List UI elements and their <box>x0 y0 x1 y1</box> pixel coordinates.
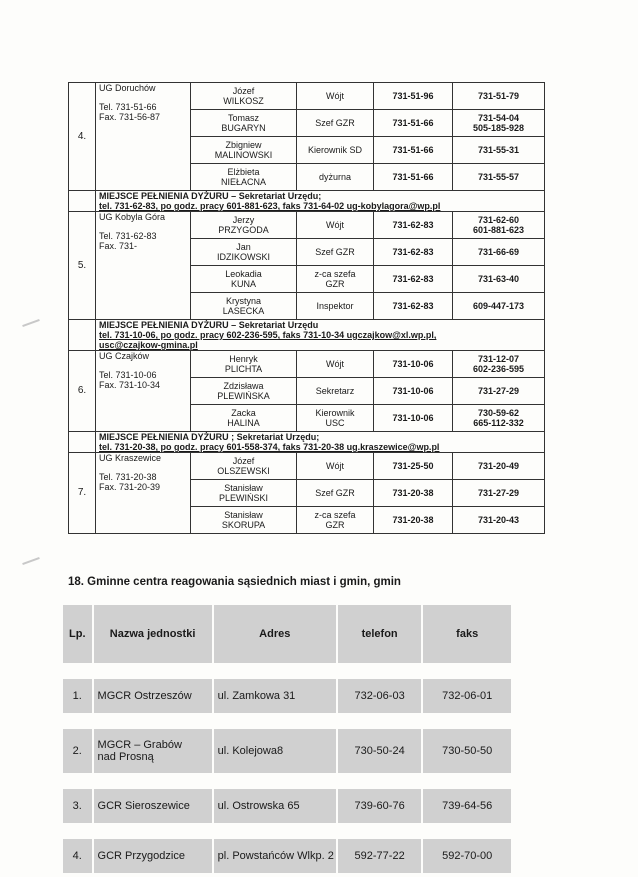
phone: 592-77-22 <box>337 838 423 874</box>
duty-line: tel. 731-20-38, po godz. pracy 601-558-374, faks 731-20-38 ug.kraszewice@wp.pl <box>99 442 440 452</box>
table-row <box>62 838 512 874</box>
cell-line: Szef GZR <box>315 488 355 498</box>
cell-line: z-ca szefa <box>314 269 356 279</box>
cell-line: Wójt <box>326 91 344 101</box>
table-row <box>62 678 512 714</box>
person-role <box>297 266 374 293</box>
direct-phone <box>453 351 545 378</box>
direct-phone <box>453 83 545 110</box>
cell-line: WILKOSZ <box>223 96 264 106</box>
fax: 739-64-56 <box>422 788 512 824</box>
unit-phone: Tel. 731-51-66 <box>99 102 157 112</box>
cell-line: Wójt <box>326 359 344 369</box>
unit-phone: Tel. 731-62-83 <box>99 231 157 241</box>
cell-line: USC <box>325 418 345 428</box>
duty-line: MIEJSCE PEŁNIENIA DYŻURU ; Sekretariat Urzędu; <box>99 432 320 442</box>
cell-line: Sekretarz <box>315 386 355 396</box>
cell-line: SKORUPA <box>221 520 266 530</box>
cell-line: 601-881-623 <box>472 225 525 235</box>
person-name <box>191 480 297 507</box>
cell-line: 665-112-332 <box>473 418 524 428</box>
row-number: 1. <box>62 678 93 714</box>
address: ul. Ostrowska 65 <box>213 788 337 824</box>
section-heading: 18. Gminne centra reagowania sąsiednich miast i gmin, gmin <box>68 576 401 588</box>
person-role <box>297 351 374 378</box>
spacer-row <box>62 664 512 678</box>
person-name <box>191 405 297 432</box>
cell-line: Zacka <box>231 408 256 418</box>
cell-line: MGCR – Grabów <box>97 739 182 751</box>
row-number: 6. <box>69 351 96 432</box>
direct-phone <box>453 480 545 507</box>
person-name <box>191 212 297 239</box>
spacer-row <box>62 774 512 788</box>
scan-mark-bottom <box>22 557 40 565</box>
row-number: 2. <box>62 728 93 774</box>
header-fax: faks <box>422 604 512 664</box>
office-phone: 731-51-96 <box>374 83 453 110</box>
unit-fax: Fax. 731-56-87 <box>99 112 161 122</box>
cell-line: 731-51-79 <box>477 91 520 101</box>
header-address: Adres <box>213 604 337 664</box>
table-row <box>62 788 512 824</box>
cell-line: HALINA <box>227 418 260 428</box>
person-name <box>191 266 297 293</box>
cell-line: Kierownik SD <box>307 145 363 155</box>
cell-line: GZR <box>325 520 345 530</box>
address: ul. Zamkowa 31 <box>213 678 337 714</box>
address: ul. Kolejowa8 <box>213 728 337 774</box>
unit-info <box>96 453 191 534</box>
row-number: 7. <box>69 453 96 534</box>
upper-contact-table <box>68 82 545 534</box>
empty-cell <box>69 432 96 453</box>
cell-line: 731-54-04 <box>477 113 520 123</box>
cell-line: 730-59-62 <box>477 408 520 418</box>
person-role <box>297 83 374 110</box>
person-name <box>191 293 297 320</box>
spacer-cell <box>62 664 512 678</box>
direct-phone <box>453 293 545 320</box>
cell-line: Zbigniew <box>225 140 262 150</box>
cell-line: 731-55-31 <box>477 145 520 155</box>
unit-info <box>96 212 191 320</box>
cell-line: 505-185-928 <box>472 123 525 133</box>
cell-line: 609-447-173 <box>472 301 525 311</box>
cell-line: 731-27-29 <box>477 386 520 396</box>
office-phone: 731-62-83 <box>374 293 453 320</box>
person-name <box>191 110 297 137</box>
office-phone: 731-10-06 <box>374 378 453 405</box>
cell-line: BUGARYN <box>221 123 266 133</box>
cell-line: Krystyna <box>225 296 261 306</box>
unit-fax: Fax. 731-10-34 <box>99 380 161 390</box>
table-row <box>62 728 512 774</box>
cell-line: 731-27-29 <box>477 488 520 498</box>
duty-info <box>96 432 545 453</box>
cell-line: IDZIKOWSKI <box>216 252 270 262</box>
phone: 730-50-24 <box>337 728 423 774</box>
empty-cell <box>69 320 96 351</box>
cell-line: Inspektor <box>316 301 354 311</box>
cell-line: 602-236-595 <box>472 364 525 374</box>
unit-name <box>93 788 213 824</box>
unit-fax: Fax. 731-20-39 <box>99 482 161 492</box>
cell-line: Henryk <box>229 354 258 364</box>
fax: 730-50-50 <box>422 728 512 774</box>
direct-phone <box>453 212 545 239</box>
spacer-cell <box>62 824 512 838</box>
cell-line: OLSZEWSKI <box>217 466 270 476</box>
person-row <box>69 453 545 480</box>
cell-line: Zdzisława <box>223 381 264 391</box>
phone: 732-06-03 <box>337 678 423 714</box>
unit-name: UG Kraszewice <box>99 453 162 463</box>
office-phone: 731-51-66 <box>374 137 453 164</box>
unit-name <box>93 678 213 714</box>
cell-line: Szef GZR <box>315 118 355 128</box>
person-row <box>69 83 545 110</box>
spacer-cell <box>62 714 512 728</box>
phone: 739-60-76 <box>337 788 423 824</box>
cell-line: 731-12-07 <box>477 354 520 364</box>
person-name <box>191 83 297 110</box>
direct-phone <box>453 266 545 293</box>
cell-line: dyżurna <box>318 172 352 182</box>
cell-line: Stanisław <box>224 483 263 493</box>
duty-info-row <box>69 432 545 453</box>
person-role <box>297 453 374 480</box>
cell-line: Tomasz <box>227 113 259 123</box>
cell-line: 731-63-40 <box>477 274 520 284</box>
cell-line: 731-62-60 <box>477 215 520 225</box>
duty-line: MIEJSCE PEŁNIENIA DYŻURU – Sekretariat Urzędu; <box>99 191 322 201</box>
spacer-row <box>62 824 512 838</box>
duty-line: tel. 731-62-83, po godz. pracy 601-881-623, faks 731-64-02 ug-kobylagora@wp.pl <box>99 201 441 211</box>
cell-line: Stanisław <box>224 510 263 520</box>
unit-phone: Tel. 731-10-06 <box>99 370 157 380</box>
duty-info-row <box>69 320 545 351</box>
person-row <box>69 351 545 378</box>
response-centres-table <box>61 603 513 875</box>
cell-line: nad Prosną <box>97 751 154 763</box>
person-name <box>191 351 297 378</box>
person-name <box>191 164 297 191</box>
scan-mark-top <box>22 319 40 327</box>
fax: 732-06-01 <box>422 678 512 714</box>
direct-phone <box>453 507 545 534</box>
duty-info <box>96 320 545 351</box>
cell-line: Leokadia <box>225 269 262 279</box>
cell-line: Józef <box>232 86 255 96</box>
empty-cell <box>69 191 96 212</box>
cell-line: Wójt <box>326 220 344 230</box>
cell-line: Józef <box>232 456 255 466</box>
cell-line: MGCR Ostrzeszów <box>97 690 192 702</box>
cell-line: PRZYGODA <box>218 225 269 235</box>
cell-line: z-ca szefa <box>314 510 356 520</box>
direct-phone <box>453 239 545 266</box>
cell-line: MALINOWSKI <box>214 150 273 160</box>
person-role <box>297 378 374 405</box>
unit-name <box>93 838 213 874</box>
office-phone: 731-10-06 <box>374 351 453 378</box>
person-role <box>297 405 374 432</box>
cell-line: Kierownik <box>315 408 355 418</box>
person-role <box>297 293 374 320</box>
unit-info <box>96 83 191 191</box>
row-number: 4. <box>62 838 93 874</box>
person-role <box>297 507 374 534</box>
person-name <box>191 507 297 534</box>
unit-name: UG Czajków <box>99 351 150 361</box>
person-name <box>191 137 297 164</box>
cell-line: Wójt <box>326 461 344 471</box>
office-phone: 731-62-83 <box>374 266 453 293</box>
office-phone: 731-25-50 <box>374 453 453 480</box>
person-row <box>69 212 545 239</box>
office-phone: 731-51-66 <box>374 110 453 137</box>
unit-phone: Tel. 731-20-38 <box>99 472 157 482</box>
header-unit-name: Nazwa jednostki <box>93 604 213 664</box>
cell-line: PLEWIŃSKI <box>218 493 268 503</box>
cell-line: 731-55-57 <box>477 172 520 182</box>
cell-line: 731-20-49 <box>477 461 520 471</box>
cell-line: 731-20-43 <box>477 515 520 525</box>
row-number: 3. <box>62 788 93 824</box>
direct-phone <box>453 378 545 405</box>
office-phone: 731-51-66 <box>374 164 453 191</box>
person-role <box>297 239 374 266</box>
office-phone: 731-62-83 <box>374 239 453 266</box>
direct-phone <box>453 137 545 164</box>
spacer-row <box>62 714 512 728</box>
cell-line: PLEWIŃSKA <box>217 391 270 401</box>
cell-line: PLICHTA <box>224 364 263 374</box>
person-role <box>297 480 374 507</box>
unit-name: UG Kobyla Góra <box>99 212 166 222</box>
direct-phone <box>453 405 545 432</box>
spacer-cell <box>62 774 512 788</box>
duty-info-row <box>69 191 545 212</box>
unit-fax: Fax. 731- <box>99 241 138 251</box>
duty-line: usc@czajkow-gmina.pl <box>99 340 198 350</box>
person-name <box>191 378 297 405</box>
cell-line: Szef GZR <box>315 247 355 257</box>
row-number: 4. <box>69 83 96 191</box>
cell-line: LASECKA <box>222 306 265 316</box>
cell-line: KUNA <box>230 279 256 289</box>
fax: 592-70-00 <box>422 838 512 874</box>
person-name <box>191 453 297 480</box>
unit-info <box>96 351 191 432</box>
cell-line: Jerzy <box>232 215 255 225</box>
cell-line: NIEŁACNA <box>220 177 266 187</box>
office-phone: 731-20-38 <box>374 507 453 534</box>
person-role <box>297 110 374 137</box>
duty-info <box>96 191 545 212</box>
direct-phone <box>453 453 545 480</box>
row-number: 5. <box>69 212 96 320</box>
header-phone: telefon <box>337 604 423 664</box>
address: pl. Powstańców Wlkp. 2 <box>213 838 337 874</box>
person-name <box>191 239 297 266</box>
office-phone: 731-10-06 <box>374 405 453 432</box>
cell-line: GCR Sieroszewice <box>97 800 190 812</box>
person-role <box>297 137 374 164</box>
header-lp: Lp. <box>62 604 93 664</box>
duty-line: MIEJSCE PEŁNIENIA DYŻURU – Sekretariat Urzędu <box>99 320 319 330</box>
unit-name <box>93 728 213 774</box>
cell-line: Jan <box>236 242 251 252</box>
cell-line: GCR Przygodzice <box>97 850 185 862</box>
unit-name: UG Doruchów <box>99 83 156 93</box>
person-role <box>297 212 374 239</box>
cell-line: Elżbieta <box>227 167 260 177</box>
cell-line: 731-66-69 <box>477 247 520 257</box>
office-phone: 731-20-38 <box>374 480 453 507</box>
direct-phone <box>453 164 545 191</box>
duty-line: tel. 731-10-06, po godz. pracy 602-236-595, faks 731-10-34 ugczajkow@xl.wp.pl, <box>99 330 437 340</box>
person-role <box>297 164 374 191</box>
direct-phone <box>453 110 545 137</box>
office-phone: 731-62-83 <box>374 212 453 239</box>
cell-line: GZR <box>325 279 345 289</box>
